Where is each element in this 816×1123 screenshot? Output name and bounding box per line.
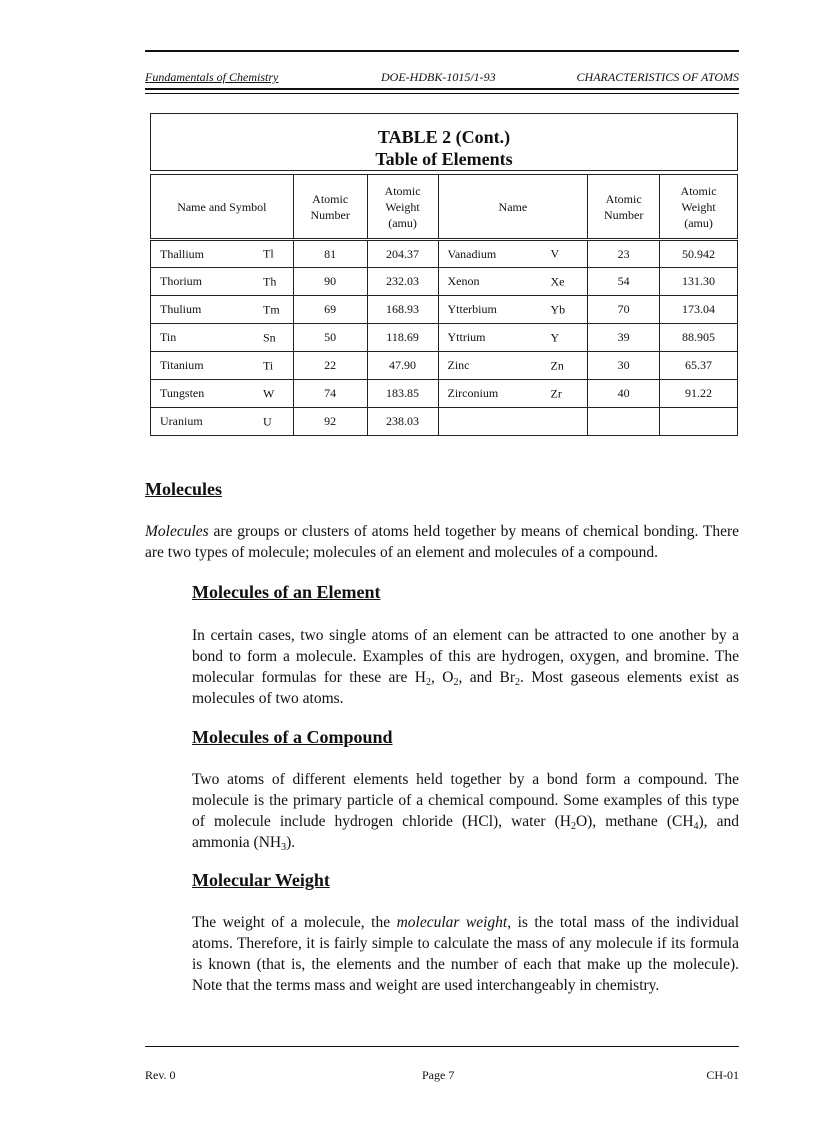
table-subtitle: Table of Elements [375,149,513,169]
atomic-weight: 50.942 [660,240,738,268]
elements-table [150,174,738,436]
atomic-weight: 65.37 [660,352,738,380]
weight-heading: Molecular Weight [192,870,330,890]
element-cell: Zinc Zn [438,352,588,380]
compound-paragraph: Two atoms of different elements held together by a bond form a compound. The molecule is the primary particle of a chemical compound. Some examples of this type of molecule include hydrogen chloride (HCl), water $(H_2O)$, methane $(CH_4)$, and ammonia $(NH_3)$. [192,771,739,853]
atomic-weight: 91.22 [660,380,738,408]
atomic-weight: 88.905 [660,324,738,352]
atomic-weight: 204.37 [367,240,438,268]
header-center: DOE-HDBK-1015/1-93 [381,70,496,84]
table-title: TABLE 2 (Cont.) [377,127,511,147]
header-atomic-number: Atomic Number [293,175,367,240]
header-atomic-weight: Atomic Weight (amu) [367,175,438,240]
table-row [151,296,738,324]
atomic-number: 74 [293,380,367,408]
table-row [151,268,738,296]
footer-right: CH-01 [706,1068,739,1082]
atomic-number: 90 [293,268,367,296]
element-symbol: Yb [550,302,566,316]
element-symbol: Zr [550,386,562,400]
table-row [151,352,738,380]
molecules-heading: Molecules [145,479,222,499]
running-header [145,70,739,86]
header-atomic-number-2: Atomic Number [588,175,660,240]
footer-center: Page 7 [422,1068,455,1082]
element-cell: Thallium Tl [151,240,294,268]
element-cell: Xenon Xe [438,268,588,296]
element-cell: Uranium U [151,408,294,436]
element-cell: Thorium Th [151,268,294,296]
atomic-weight: 168.93 [367,296,438,324]
element-cell: Tungsten W [151,380,294,408]
element-cell: Vanadium V [438,240,588,268]
header-atomic-weight-2: Atomic Weight (amu) [660,175,738,240]
footer-rule [145,1046,739,1047]
header-top-rule [145,50,739,52]
atomic-number: 23 [588,240,660,268]
atomic-number [588,408,660,436]
atomic-number: 54 [588,268,660,296]
element-symbol: W [263,386,275,400]
atomic-number: 81 [293,240,367,268]
element-symbol: Tl [263,246,274,261]
atomic-number: 50 [293,324,367,352]
element-symbol: Ti [263,358,274,372]
element-cell: Ytterbium Yb [438,296,588,324]
element-cell [438,408,588,436]
element-heading: Molecules of an Element [192,582,381,602]
molecular-weight-term: molecular weight, [396,914,512,931]
header-right: CHARACTERISTICS OF ATOMS [576,70,739,84]
table-header-row [151,175,738,240]
header-left: Fundamentals of Chemistry [145,70,279,84]
weight-paragraph: The weight of a molecule, the molecular weight, is the total mass of the individual atoms. Therefore, it is fairly simple to calculate the mass of any molecule if its formula is known (that is, the elements and the number of each that make up the molecule). Note that the terms mass and weight are used interchangeably in chemistry. [192,914,740,994]
element-paragraph: In certain cases, two single atoms of an element can be attracted to one another by a bond to form a molecule. Examples of this are hydrogen, oxygen, and bromine. The molecular formulas for these are $H_2$, $O_2$, and $Br_2$. Most gaseous elements exist as molecules of two atoms. [192,627,739,707]
element-cell: Yttrium Y [438,324,588,352]
footer-left: Rev. 0 [145,1068,176,1082]
atomic-weight: 173.04 [660,296,738,324]
element-symbol: Zn [550,358,564,372]
atomic-number: 69 [293,296,367,324]
molecules-paragraph: Molecules are groups or clusters of atoms held together by means of chemical bonding. There are two types of molecule; molecules of an element and molecules of a compound. [145,523,739,561]
element-symbol: Tm [263,302,280,316]
table-row [151,380,738,408]
atomic-weight: 183.85 [367,380,438,408]
header-name-symbol: Name and Symbol [151,175,294,240]
atomic-weight: 118.69 [367,324,438,352]
atomic-number: 30 [588,352,660,380]
header-rule-2 [145,93,739,94]
atomic-weight [660,408,738,436]
atomic-weight: 131.30 [660,268,738,296]
molecules-term: Molecules [145,523,209,540]
table-title-box [150,113,738,171]
header-rule-1 [145,88,739,90]
table-row [151,240,738,268]
compound-heading: Molecules of a Compound [192,727,393,747]
table-row [151,408,738,436]
element-cell: Zirconium Zr [438,380,588,408]
atomic-number: 40 [588,380,660,408]
atomic-number: 92 [293,408,367,436]
element-cell: Thulium Tm [151,296,294,324]
element-symbol: U [263,414,272,428]
table-row [151,324,738,352]
element-cell: Titanium Ti [151,352,294,380]
element-symbol: V [550,246,560,261]
atomic-number: 70 [588,296,660,324]
atomic-number: 39 [588,324,660,352]
atomic-number: 22 [293,352,367,380]
atomic-weight: 47.90 [367,352,438,380]
header-name: Name [438,175,588,240]
element-cell: Tin Sn [151,324,294,352]
atomic-weight: 232.03 [367,268,438,296]
atomic-weight: 238.03 [367,408,438,436]
element-symbol: Th [263,274,277,288]
element-symbol: Sn [263,330,276,344]
element-symbol: Xe [550,274,565,288]
element-symbol: Y [550,330,560,344]
